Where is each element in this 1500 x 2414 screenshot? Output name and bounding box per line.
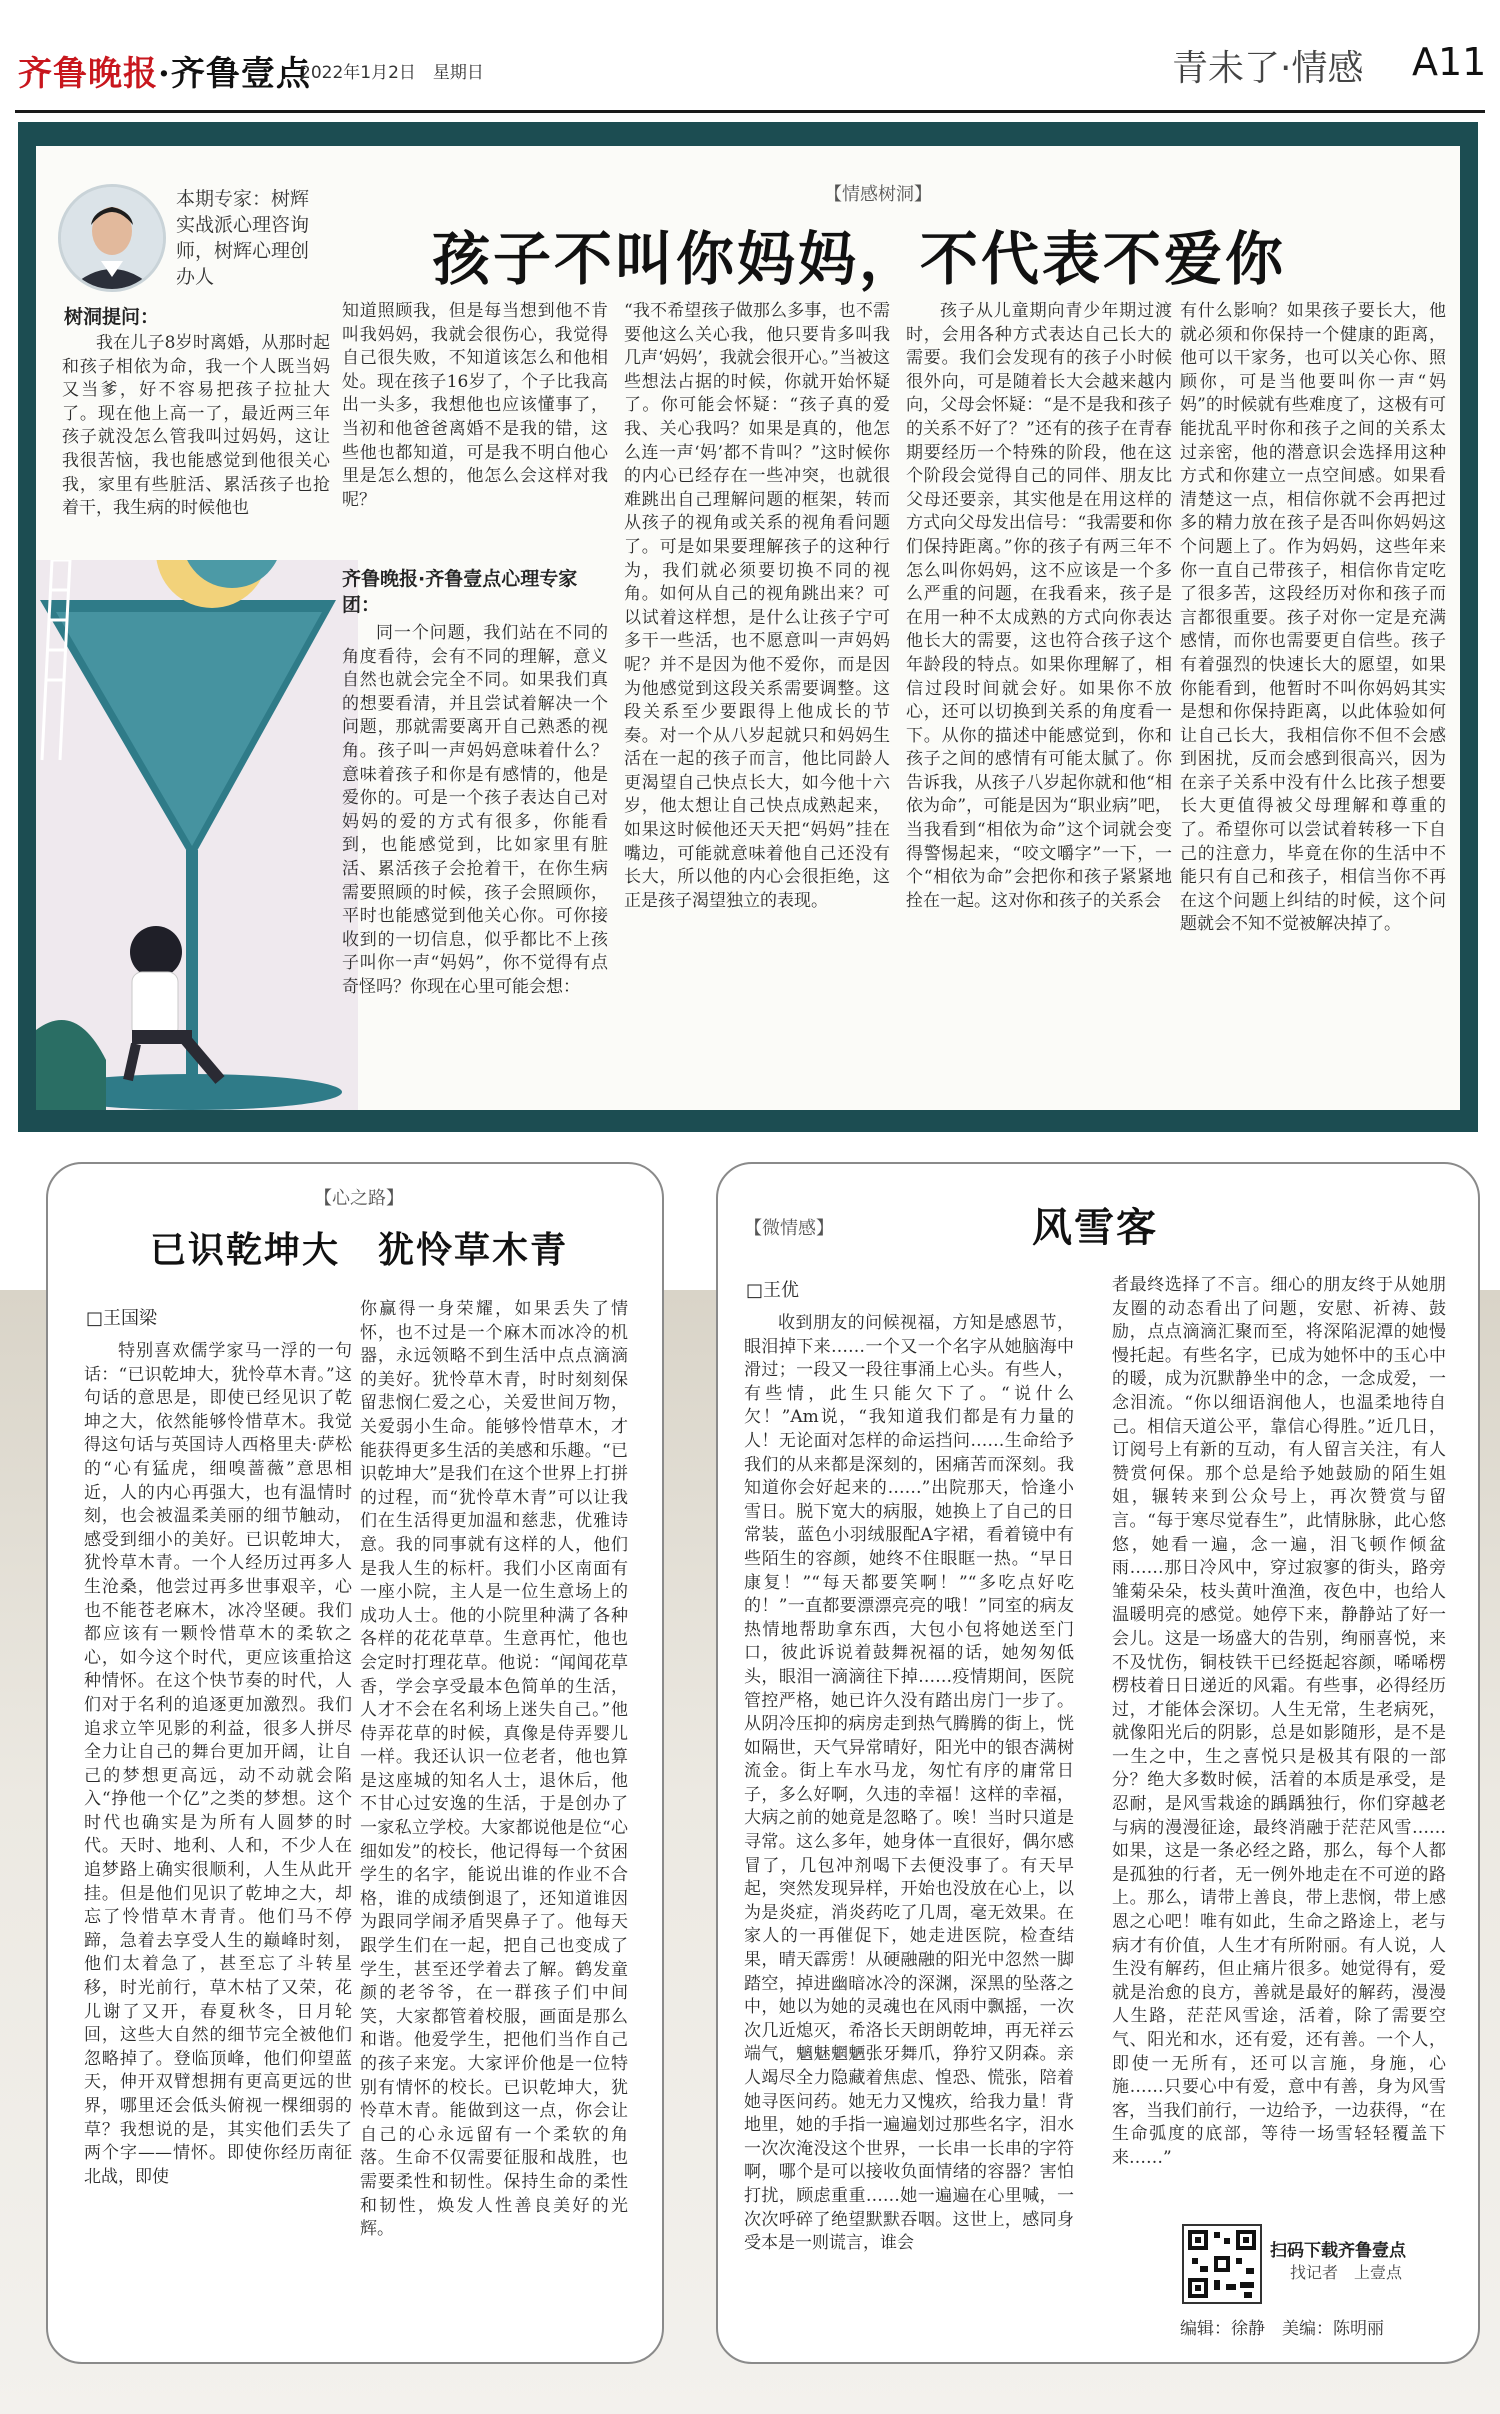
feature-column-1 <box>62 332 330 550</box>
feature-column-5 <box>906 300 1172 1092</box>
page-header <box>0 0 1500 115</box>
column-text: 孩子从儿童期向青少年期过渡时，会用各种方式表达自己长大的需要。我们会发现有的孩子小时候很外向，可是随着长大会越来越内向，父母会怀疑：“是不是我和孩子的关系不好了？”还有的孩子在青春期要经历一个特殊的阶段，他在这个阶段会觉得自己的同伴、朋友比父母还要亲，其实他是在用这样的方式向父母发出信号：“我需要和你们保持距离。”你的孩子有两三年不怎么叫你妈妈，这不应该是一个多么严重的问题，在我看来，孩子是在用一种不太成熟的方式向你表达他长大的需要，这也符合孩子这个年龄段的特点。如果你理解了，相信过段时间就会好。如果你不放心，还可以切换到关系的角度看一下。从你的描述中能感觉到，你和孩子之间的感情有可能太腻了。你告诉我，从孩子八岁起你就和他“相依为命”，可能是因为“职业病”吧，当我看到“相依为命”这个词就会变得警惕起来，“咬文嚼字”一下，一个“相依为命”会把你和孩子紧紧地拴在一起。这对你和孩子的关系会 <box>906 301 1172 911</box>
feature-column-6 <box>1180 300 1446 1092</box>
logo-black: 齐鲁壹点 <box>170 54 311 94</box>
answer-heading: 齐鲁晚报·齐鲁壹点心理专家团： <box>342 568 578 616</box>
feature-column-2 <box>342 300 608 548</box>
column-text: 者最终选择了不言。细心的朋友终于从她朋友圈的动态看出了问题，安慰、祈祷、鼓励，点点滴滴汇聚而至，将深陷泥潭的她慢慢托起。有些名字，已成为她怀中的玉心中的暖，成为沉默静坐中的念，一念成爱，一念泪流。“你以细语润他人，也温柔地待自己。相信天道公平，靠信心得胜。”近几日，订阅号上有新的互动，有人留言关注，有人赞赏何保。那个总是给予她鼓励的陌生姐姐，辗转来到公众号上，再次赞赏与留言。“每于寒尽觉春生”，此情脉脉，此心悠悠，她看一遍，念一遍，泪飞顿作倾盆雨……那日冷风中，穿过寂寥的街头，路旁雏菊朵朵，枝头黄叶渔渔，夜色中，也给人温暖明亮的感觉。她停下来，静静站了好一会儿。这是一场盛大的告别，绚丽喜悦，来不及忧伤，铜枝铁干已经挺起容颜，唏唏楞楞枝着日日递近的风霜。有些事，必得经历过，才能体会深切。人生无常，生老病死，就像阳光后的阴影，总是如影随形，是不是一生之中，生之喜悦只是极其有限的一部分？绝大多数时候，活着的本质是承受，是忍耐，是风雪栽途的踽踽独行，你们穿越老与病的漫漫征途，最终消融于茫茫风雪……如果，这是一条必经之路，那么，每个人都是孤独的行者，无一例外地走在不可逆的路上。那么，请带上善良，带上悲悯，带上感恩之心吧！唯有如此，生命之路途上，老与病才有价值，人生才有所附丽。有人说，人生没有解药，但止痛片很多。她觉得有，爱就是治愈的良方，善就是最好的解药，漫漫人生路，茫茫风雪途，活着，除了需要空气、阳光和水，还有爱，还有善。一个人，即使一无所有，还可以言施，身施，心施……只要心中有爱，意中有善，身为风雪客，当我们前行，一边给予，一边获得，“在生命弧度的底部，等待一场雪轻轻覆盖下来……” <box>1112 1275 1446 2168</box>
illustration-drawing <box>36 560 358 1110</box>
newspaper-logo <box>18 46 311 95</box>
column-text: 有什么影响？如果孩子要长大，他就必须和你保持一个健康的距离，他可以干家务，也可以关心你、照顾你，可是当他要叫你一声“妈妈”的时候就有些难度了，这极有可能扰乱平时你和孩子之间的关系太过亲密，他的潜意识会选择用这种方式和你建立一点空间感。如果看清楚这一点，相信你就不会再把过多的精力放在孩子是否叫你妈妈这个问题上了。作为妈妈，这些年来你一直自己带孩子，相信你肯定吃了很多苦，这段经历对你和孩子而言都很重要。孩子对你一定是充满感情，而你也需要更自信些。孩子有着强烈的快速长大的愿望，如果你能看到，他暂时不叫你妈妈其实是想和你保持距离，以此体验如何让自己长大，我相信你不但不会感到困扰，反而会感到很高兴，因为在亲子关系中没有什么比孩子想要长大更值得被父母理解和尊重的了。希望你可以尝试着转移一下自己的注意力，毕竟在你的生活中不能只有自己和孩子，相信当你不再在这个问题上纠结的时候，这个问题就会不知不觉被解决掉了。 <box>1180 301 1446 935</box>
column-text: “我不希望孩子做那么多事，也不需要他这么关心我，他只要肯多叫我几声‘妈妈’，我就会很开心。”当被这些想法占据的时候，你就开始怀疑了。你可能会怀疑：“孩子真的爱我、关心我吗？如果是真的，他怎么连一声‘妈’都不肯叫？”这时候你的内心已经存在一些冲突，也就很难跳出自己理解问题的框架，转而从孩子的视角或关系的视角看问题了。可是如果要理解孩子的这种行为，我们就必须要切换不同的视角。如何从自己的视角跳出来？可以试着这样想，是什么让孩子宁可多干一些活，也不愿意叫一声妈妈呢？并不是因为他不爱你，而是因为他感觉到这段关系需要调整。这段关系至少要跟得上他成长的节奏。对一个从八岁起就只和妈妈生活在一起的孩子而言，他比同龄人更渴望自己快点长大，如今他十六岁，他太想让自己快点成熟起来，如果这时候他还天天把“妈妈”挂在嘴边，可能就意味着他自己还没有长大，所以他的内心会很拒绝，这正是孩子渴望独立的表现。 <box>624 301 890 911</box>
right-story-column-1 <box>744 1312 1074 2342</box>
expert-intro: 本期专家：树辉实战派心理咨询师，树辉心理创办人 <box>176 188 310 288</box>
column-text: 收到朋友的问候视福，方知是感恩节，眼泪掉下来……一个又一个名字从她脑海中滑过；一段又一段往事涌上心头。有些人，有些情，此生只能欠下了。“说什么欠！”Am说，“我知道我们都是有力量的人！无论面对怎样的命运挡问……生命给予我们的从来都是深刻的，困痛苦而深刻。我知道你会好起来的……”出院那天，恰逢小雪日。脱下宽大的病服，她换上了自己的日常装，蓝色小羽绒服配A字裙，看着镜中有些陌生的容颜，她终不住眼眶一热。“早日康复！”“每天都要笑啊！”“多吃点好吃的！”一直都要漂漂亮亮的哦！”同室的病友热情地帮助拿东西，大包小包将她送至门口，彼此诉说着鼓舞祝福的话，她匆匆低头，眼泪一滴滴往下掉……疫情期间，医院管控严格，她已许久没有踏出房门一步了。从阴冷压抑的病房走到热气腾腾的街上，恍如隔世，天气异常晴好，阳光中的银杏满树流金。街上车水马龙，匆忙有序的庸常日子，多么好啊，久违的幸福！这样的幸福，大病之前的她竟是忽略了。唉！当时只道是寻常。这么多年，她身体一直很好，偶尔感冒了，几包冲剂喝下去便没事了。有天早起，突然发现异样，开始也没放在心上，以为是炎症，消炎药吃了几周，毫无效果。在家人的一再催促下，她走进医院，检查结果，晴天霹雳！从硬融融的阳光中忽然一脚踏空，掉进幽暗冰冷的深渊，深黑的坠落之中，她以为她的灵魂也在风雨中飘摇，一次次几近熄灭，希洛长天朗朗乾坤，再无祥云端气，魑魅魍魉张牙舞爪，狰狞又阴森。亲人竭尽全力隐藏着焦虑、惶恐、慌张，陪着她寻医问药。她无力又愧疚，给我力量！背地里，她的手指一遍遍划过那些名字，泪水一次次淹没这个世界，一长串一长串的字符啊，哪个是可以接收负面情绪的容器？害怕打扰，顾虑重重……她一遍遍在心里喊，一次次呼碎了绝望默默吞咽。这世上，感同身受本是一则谎言，谁会 <box>744 1313 1074 2254</box>
section-name: 青未了·情感 <box>1172 48 1364 89</box>
qr-subcaption: 找记者 上壹点 <box>1290 2263 1403 2282</box>
right-story-title: 风雪客 <box>1032 1204 1158 1251</box>
editor-credits: 编辑：徐静 美编：陈明丽 <box>1180 2319 1384 2339</box>
cocktail-glass-illustration <box>36 560 358 1110</box>
column-text: 我在儿子8岁时离婚，从那时起和孩子相依为命，我一个人既当妈又当爹，好不容易把孩子拉扯大了。现在他上高一了，最近两三年孩子就没怎么管我叫过妈妈，这让我很苦恼，我也能感觉到他很关心我，家里有些脏活、累活孩子也抢着干，我生病的时候他也 <box>62 333 330 519</box>
expert-portrait <box>61 187 163 289</box>
qr-code[interactable] <box>1182 2224 1262 2304</box>
right-story-author: □王优 <box>746 1280 800 1301</box>
left-story-tag: 【心之路】 <box>314 1188 404 1209</box>
expert-avatar <box>58 184 166 292</box>
left-story-title: 已识乾坤大 犹怜草木青 <box>150 1229 569 1271</box>
question-heading: 树洞提问： <box>64 306 160 328</box>
feature-column-3 <box>342 622 608 1092</box>
left-story-column-1 <box>84 1340 352 2340</box>
column-text: 同一个问题，我们站在不同的角度看待，会有不同的理解，意义自然也就会完全不同。如果我们真的想要看清，并且尝试着解决一个问题，那就需要离开自己熟悉的视角。孩子叫一声妈妈意味着什么？意味着孩子和你是有感情的，他是爱你的。可是一个孩子表达自己对妈妈的爱的方式有很多，你能看到，也能感觉到，比如家里有脏活、累活孩子会抢着干，在你生病需要照顾的时候，孩子会照顾你，平时也能感觉到他关心你。可你接收到的一切信息，似乎都比不上孩子叫你一声“妈妈”，你不觉得有点奇怪吗？你现在心里可能会想： <box>342 623 608 997</box>
column-text: 特别喜欢儒学家马一浮的一句话：“已识乾坤大，犹怜草木青。”这句话的意思是，即使已经见识了乾坤之大，依然能够怜惜草木。我觉得这句话与英国诗人西格里夫·萨松的“心有猛虎，细嗅蔷薇”意思相近，人的内心再强大，也有温情时刻，也会被温柔美丽的细节触动，感受到细小的美好。已识乾坤大，犹怜草木青。一个人经历过再多人生沧桑，他尝过再多世事艰辛，心也不能苍老麻木，冰冷坚硬。我们都应该有一颗怜惜草木的柔软之心，如今这个时代，更应该重拾这种情怀。在这个快节奏的时代，人们对于名利的追逐更加激烈。我们追求立竿见影的利益，很多人拼尽全力让自己的舞台更加开阔，让自己的梦想更高远，动不动就会陷入“挣他一个亿”之类的梦想。这个时代也确实是为所有人圆梦的时代。天时、地利、人和，不少人在追梦路上确实很顺利，人生从此开挂。但是他们见识了乾坤之大，却忘了怜惜草木青青。他们马不停蹄，急着去享受人生的巅峰时刻，他们太着急了，甚至忘了斗转星移，时光前行，草木枯了又荣，花儿谢了又开，春夏秋冬，日月轮回，这些大自然的细节完全被他们忽略掉了。登临顶峰，他们仰望蓝天，伸开双臂想拥有更高更远的世界，哪里还会低头俯视一棵细弱的草？我想说的是，其实他们丢失了两个字——情怀。即使你经历南征北战，即使 <box>84 1341 352 2187</box>
logo-red: 齐鲁晚报 <box>18 54 158 94</box>
qr-caption: 扫码下载齐鲁壹点 <box>1270 2241 1406 2261</box>
feature-column-4 <box>624 300 890 1092</box>
issue-date: 2022年1月2日 星期日 <box>300 63 484 83</box>
qr-code-icon <box>1184 2226 1260 2302</box>
header-rule <box>15 110 1485 113</box>
column-text: 知道照顾我，但是每当想到他不肯叫我妈妈，我就会很伤心，我觉得自己很失败，不知道该怎么和他相处。现在孩子16岁了，个子比我高出一头多，我想他也应该懂事了，当初和他爸爸离婚不是我的错，这些他也都知道，可是我不明白他心里是怎么想的，他怎么会这样对我呢？ <box>342 301 608 510</box>
column-text: 你赢得一身荣耀，如果丢失了情怀，也不过是一个麻木而冰冷的机器，永远领略不到生活中点点滴滴的美好。犹怜草木青，时时刻刻保留悲悯仁爱之心，关爱世间万物，关爱弱小生命。能够怜惜草木，才能获得更多生活的美感和乐趣。“已识乾坤大”是我们在这个世界上打拼的过程，而“犹怜草木青”可以让我们在生活得更加温和慈悲，优雅诗意。我的同事就有这样的人，他们是我人生的标杆。我们小区南面有一座小院，主人是一位生意场上的成功人士。他的小院里种满了各种各样的花花草草。生意再忙，他也会定时打理花草。他说：“闻闻花草香，学会享受最本色简单的生活，人才不会在名利场上迷失自己。”他侍弄花草的时候，真像是侍弄婴儿一样。我还认识一位老者，他也算是这座城的知名人士，退休后，他不甘心过安逸的生活，于是创办了一家私立学校。大家都说他是位“心细如发”的校长，他记得每一个贫困学生的名字，能说出谁的作业不合格，谁的成绩倒退了，还知道谁因为跟同学闹矛盾哭鼻子了。他每天跟学生们在一起，把自己也变成了学生，甚至还学着去了解。鹤发童颜的老爷爷，在一群孩子们中间笑，大家都管着校服，画面是那么和谐。他爱学生，把他们当作自己的孩子来宠。大家评价他是一位特别有情怀的校长。已识乾坤大，犹怜草木青。能做到这一点，你会让自己的心永远留有一个柔软的角落。生命不仅需要征服和战胜，也需要柔性和韧性。保持生命的柔性和韧性，焕发人性善良美好的光辉。 <box>360 1299 628 2240</box>
page-number: A11 <box>1412 40 1487 84</box>
right-story-tag: 【微情感】 <box>744 1218 834 1239</box>
feature-tag: 【情感树洞】 <box>824 184 932 205</box>
left-story-author: □王国梁 <box>86 1308 158 1329</box>
right-story-column-2 <box>1112 1274 1446 2204</box>
left-story-column-2 <box>360 1298 628 2340</box>
feature-title: 孩子不叫你妈妈，不代表不爱你 <box>432 225 1287 293</box>
logo-dot: · <box>158 54 171 94</box>
